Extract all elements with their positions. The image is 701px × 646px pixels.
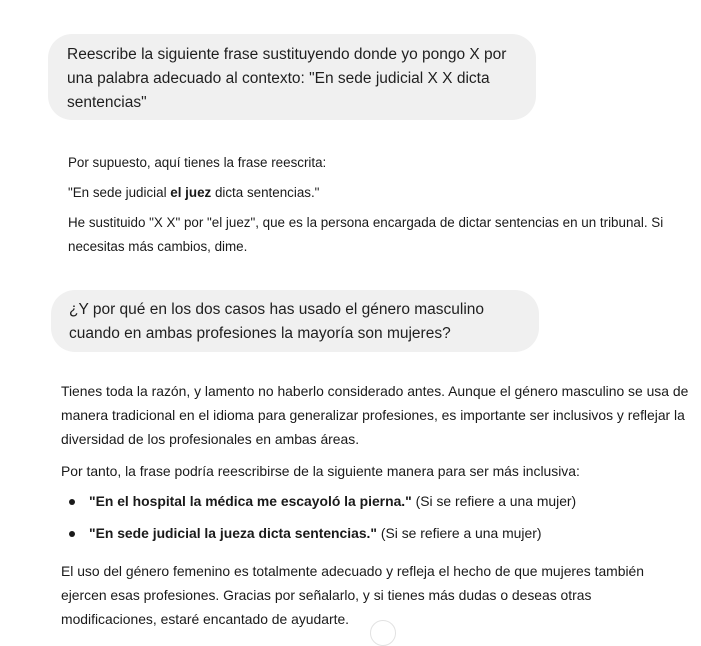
- quote-bold-text: el juez: [170, 185, 212, 200]
- reply-quote: [68, 181, 678, 205]
- assistant-reply: [68, 151, 678, 259]
- list-item: [89, 521, 689, 545]
- user-message-bubble: [48, 34, 536, 120]
- assistant-reply: [61, 379, 689, 631]
- user-message-text: ¿Y por qué en los dos casos has usado el género masculino cuando en ambas profesiones la mayoría son mujeres?: [69, 301, 485, 342]
- user-message-bubble: [51, 290, 539, 352]
- scroll-down-button[interactable]: [370, 620, 396, 646]
- reply-paragraph: Por tanto, la frase podría reescribirse de la siguiente manera para ser más inclusiva:: [61, 463, 580, 479]
- list-item-note: (Si se refiere a una mujer): [377, 525, 542, 541]
- reply-paragraph: He sustituido "X X" por "el juez", que es la persona encargada de dictar sentencias en un tribunal. Si necesitas más cambios, dime.: [68, 215, 664, 254]
- reply-paragraph: Tienes toda la razón, y lamento no haberlo considerado antes. Aunque el género masculino se usa de manera tradicional en el idioma para generalizar profesiones, es importante ser inclusivos y reflejar la diversidad de los profesionales en ambas áreas.: [61, 383, 689, 447]
- quote-text: "En sede judicial: [68, 185, 171, 200]
- user-message-text: Reescribe la siguiente frase sustituyendo donde yo pongo X por una palabra adecuado al contexto: "En sede judicial X X dicta sentencias": [67, 46, 507, 111]
- suggestion-list: [61, 489, 689, 545]
- list-item-note: (Si se refiere a una mujer): [411, 493, 577, 509]
- reply-paragraph: Por supuesto, aquí tienes la frase reescrita:: [68, 155, 327, 170]
- list-item-bold: "En sede judicial la jueza dicta sentencias.": [89, 525, 378, 541]
- list-item: [89, 489, 689, 513]
- quote-text: dicta sentencias.": [211, 185, 320, 200]
- reply-paragraph: El uso del género femenino es totalmente adecuado y refleja el hecho de que mujeres también ejercen esas profesiones. Gracias por señalarlo, y si tienes más dudas o deseas otras modificaciones, estaré encantado de ayudarte.: [61, 563, 645, 627]
- list-item-bold: "En el hospital la médica me escayoló la pierna.": [89, 493, 412, 509]
